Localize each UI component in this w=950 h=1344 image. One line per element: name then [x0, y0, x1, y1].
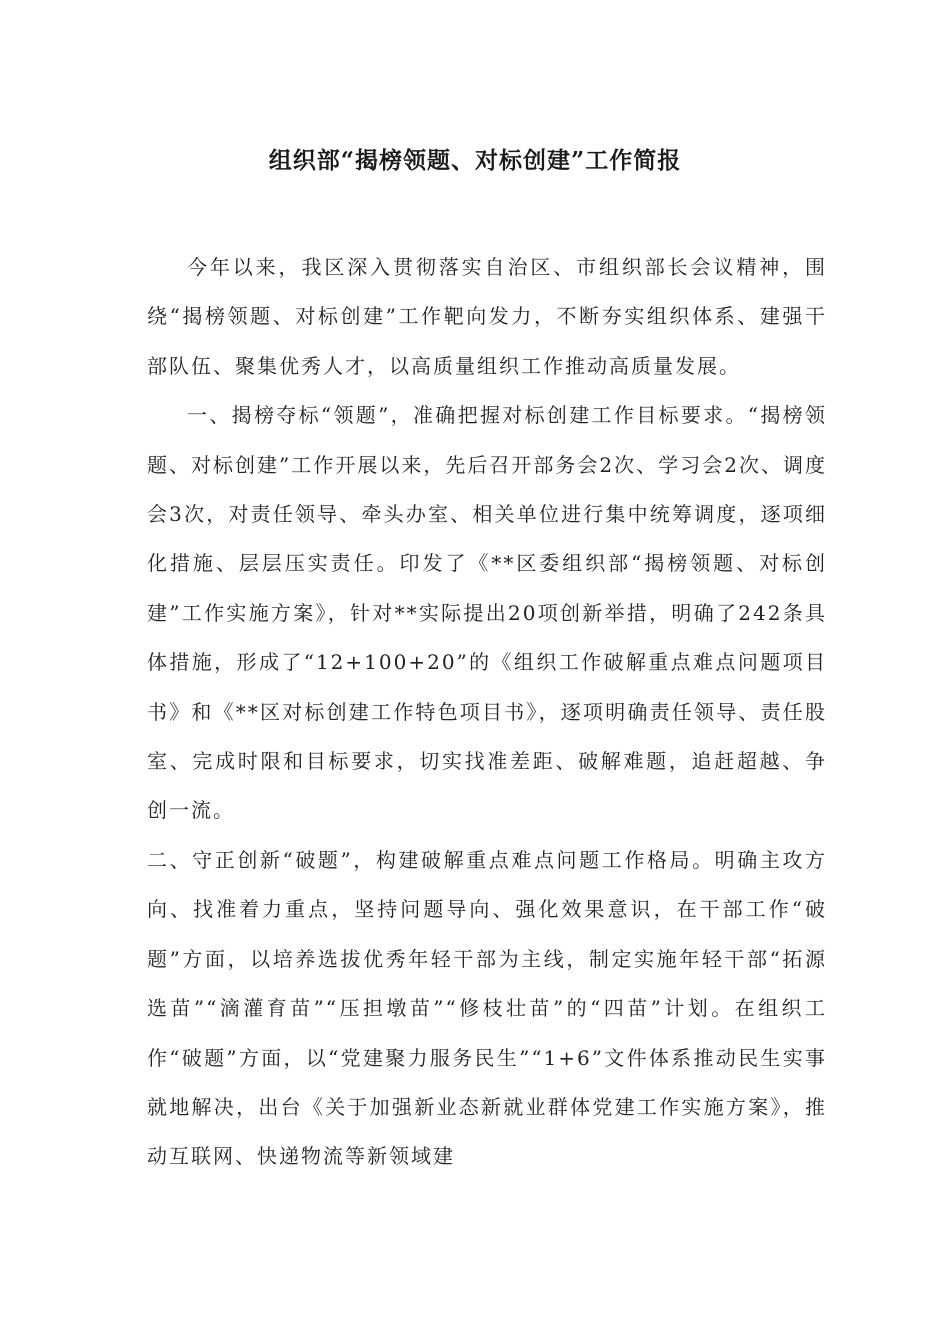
- document-title: 组织部“揭榜领题、对标创建”工作简报: [268, 147, 682, 174]
- paragraph-section-one: 一、揭榜夺标“领题”，准确把握对标创建工作目标要求。“揭榜领题、对标创建”工作开展以来，先后召开部务会2次、学习会2次、调度会3次，对责任领导、牵头办室、相关单位进行集中统筹调度，逐项细化措施、层层压实责任。印发了《**区委组织部“揭榜领题、对标创建”工作实施方案》，针对**实际提出20项创新举措，明确了242条具体措施，形成了“12+100+20”的《组织工作破解重点难点问题项目书》和《**区对标创建工作特色项目书》，逐项明确责任领导、责任股室、完成时限和目标要求，切实找准差距、破解难题，追赶超越、争创一流。: [147, 403, 827, 823]
- paragraph-intro: 今年以来，我区深入贯彻落实自治区、市组织部长会议精神，围绕“揭榜领题、对标创建”工作靶向发力，不断夯实组织体系、建强干部队伍、聚集优秀人才，以高质量组织工作推动高质量发展。: [147, 255, 827, 378]
- document-body: [147, 243, 827, 1182]
- paragraph-section-two: 二、守正创新“破题”，构建破解重点难点问题工作格局。明确主攻方向、找准着力重点，坚持问题导向、强化效果意识，在干部工作“破题”方面，以培养选拔优秀年轻干部为主线，制定实施年轻干部“拓源选苗”“滴灌育苗”“压担墩苗”“修枝壮苗”的“四苗”计划。在组织工作“破题”方面，以“党建聚力服务民生”“1+6”文件体系推动民生实事就地解决，出台《关于加强新业态新就业群体党建工作实施方案》，推动互联网、快递物流等新领域建: [147, 847, 827, 1169]
